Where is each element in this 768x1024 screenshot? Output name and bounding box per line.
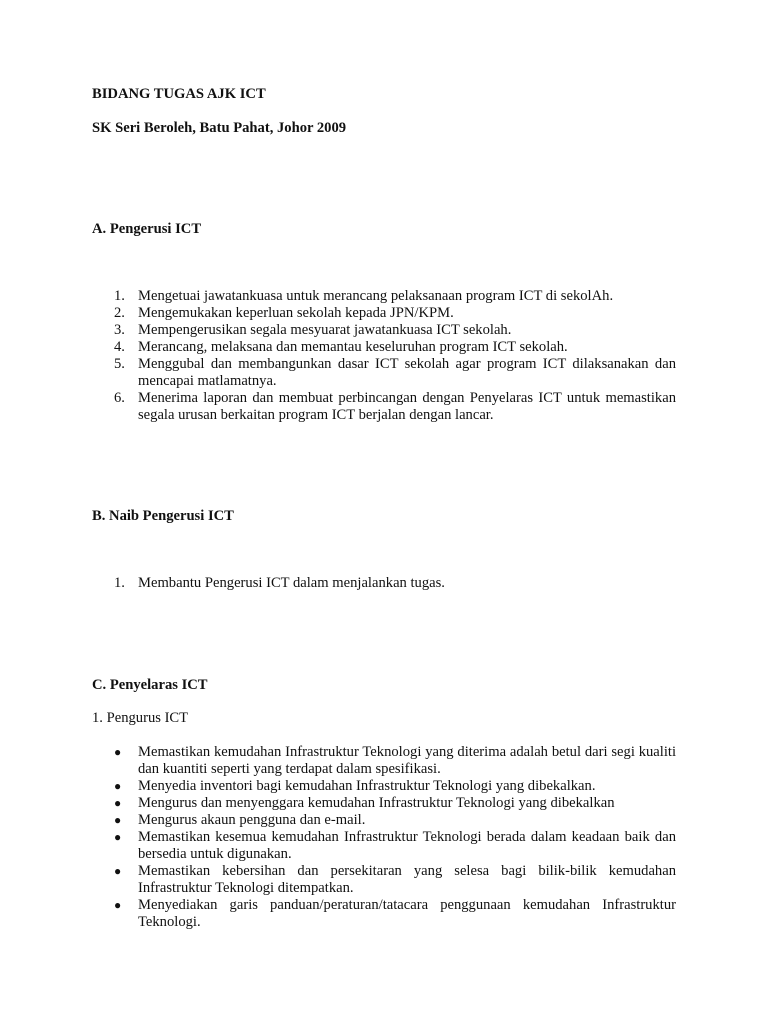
list-item: 3. Mempengerusikan segala mesyuarat jawatankuasa ICT sekolah. (114, 322, 512, 338)
section-c-subheading: 1. Pengurus ICT (92, 710, 189, 726)
list-item: 6. Menerima laporan dan membuat perbincangan dengan Penyelaras ICT untuk memastikan segala urusan berkaitan program ICT berjalan dengan lancar. (114, 390, 676, 423)
list-item: ● Memastikan kesemua kemudahan Infrastruktur Teknologi berada dalam keadaan baik dan bersedia untuk digunakan. (114, 829, 676, 862)
list-item: ● Mengurus akaun pengguna dan e-mail. (114, 812, 366, 828)
list-item: ● Memastikan kebersihan dan persekitaran yang selesa bagi bilik-bilik kemudahan Infrastruktur Teknologi ditempatkan. (114, 863, 676, 896)
list-item: ● Menyedia inventori bagi kemudahan Infrastruktur Teknologi yang dibekalkan. (114, 778, 596, 794)
document-title: BIDANG TUGAS AJK ICT (92, 86, 266, 102)
document-subtitle: SK Seri Beroleh, Batu Pahat, Johor 2009 (92, 120, 347, 136)
section-b-heading: B. Naib Pengerusi ICT (92, 508, 234, 524)
section-a-heading: A. Pengerusi ICT (92, 221, 202, 237)
list-item: ● Mengurus dan menyenggara kemudahan Infrastruktur Teknologi yang dibekalkan (114, 795, 615, 811)
list-item: 1. Membantu Pengerusi ICT dalam menjalankan tugas. (114, 575, 445, 591)
list-item: 4. Merancang, melaksana dan memantau keseluruhan program ICT sekolah. (114, 339, 568, 355)
list-item: 5. Menggubal dan membangunkan dasar ICT sekolah agar program ICT dilaksanakan dan mencapai matlamatnya. (114, 356, 676, 389)
section-c-heading: C. Penyelaras ICT (92, 677, 208, 693)
list-item: 1. Mengetuai jawatankuasa untuk merancang pelaksanaan program ICT di sekolAh. (114, 288, 614, 304)
section-c-bullets (92, 744, 676, 931)
list-item: ● Memastikan kemudahan Infrastruktur Teknologi yang diterima adalah betul dari segi kualiti dan kuantiti seperti yang terdapat dalam spesifikasi. (114, 744, 676, 777)
section-b-list (92, 575, 676, 592)
section-a-list (92, 288, 676, 424)
list-item: 2. Mengemukakan keperluan sekolah kepada JPN/KPM. (114, 305, 454, 321)
list-item: ● Menyediakan garis panduan/peraturan/tatacara penggunaan kemudahan Infrastruktur Teknologi. (114, 897, 676, 930)
